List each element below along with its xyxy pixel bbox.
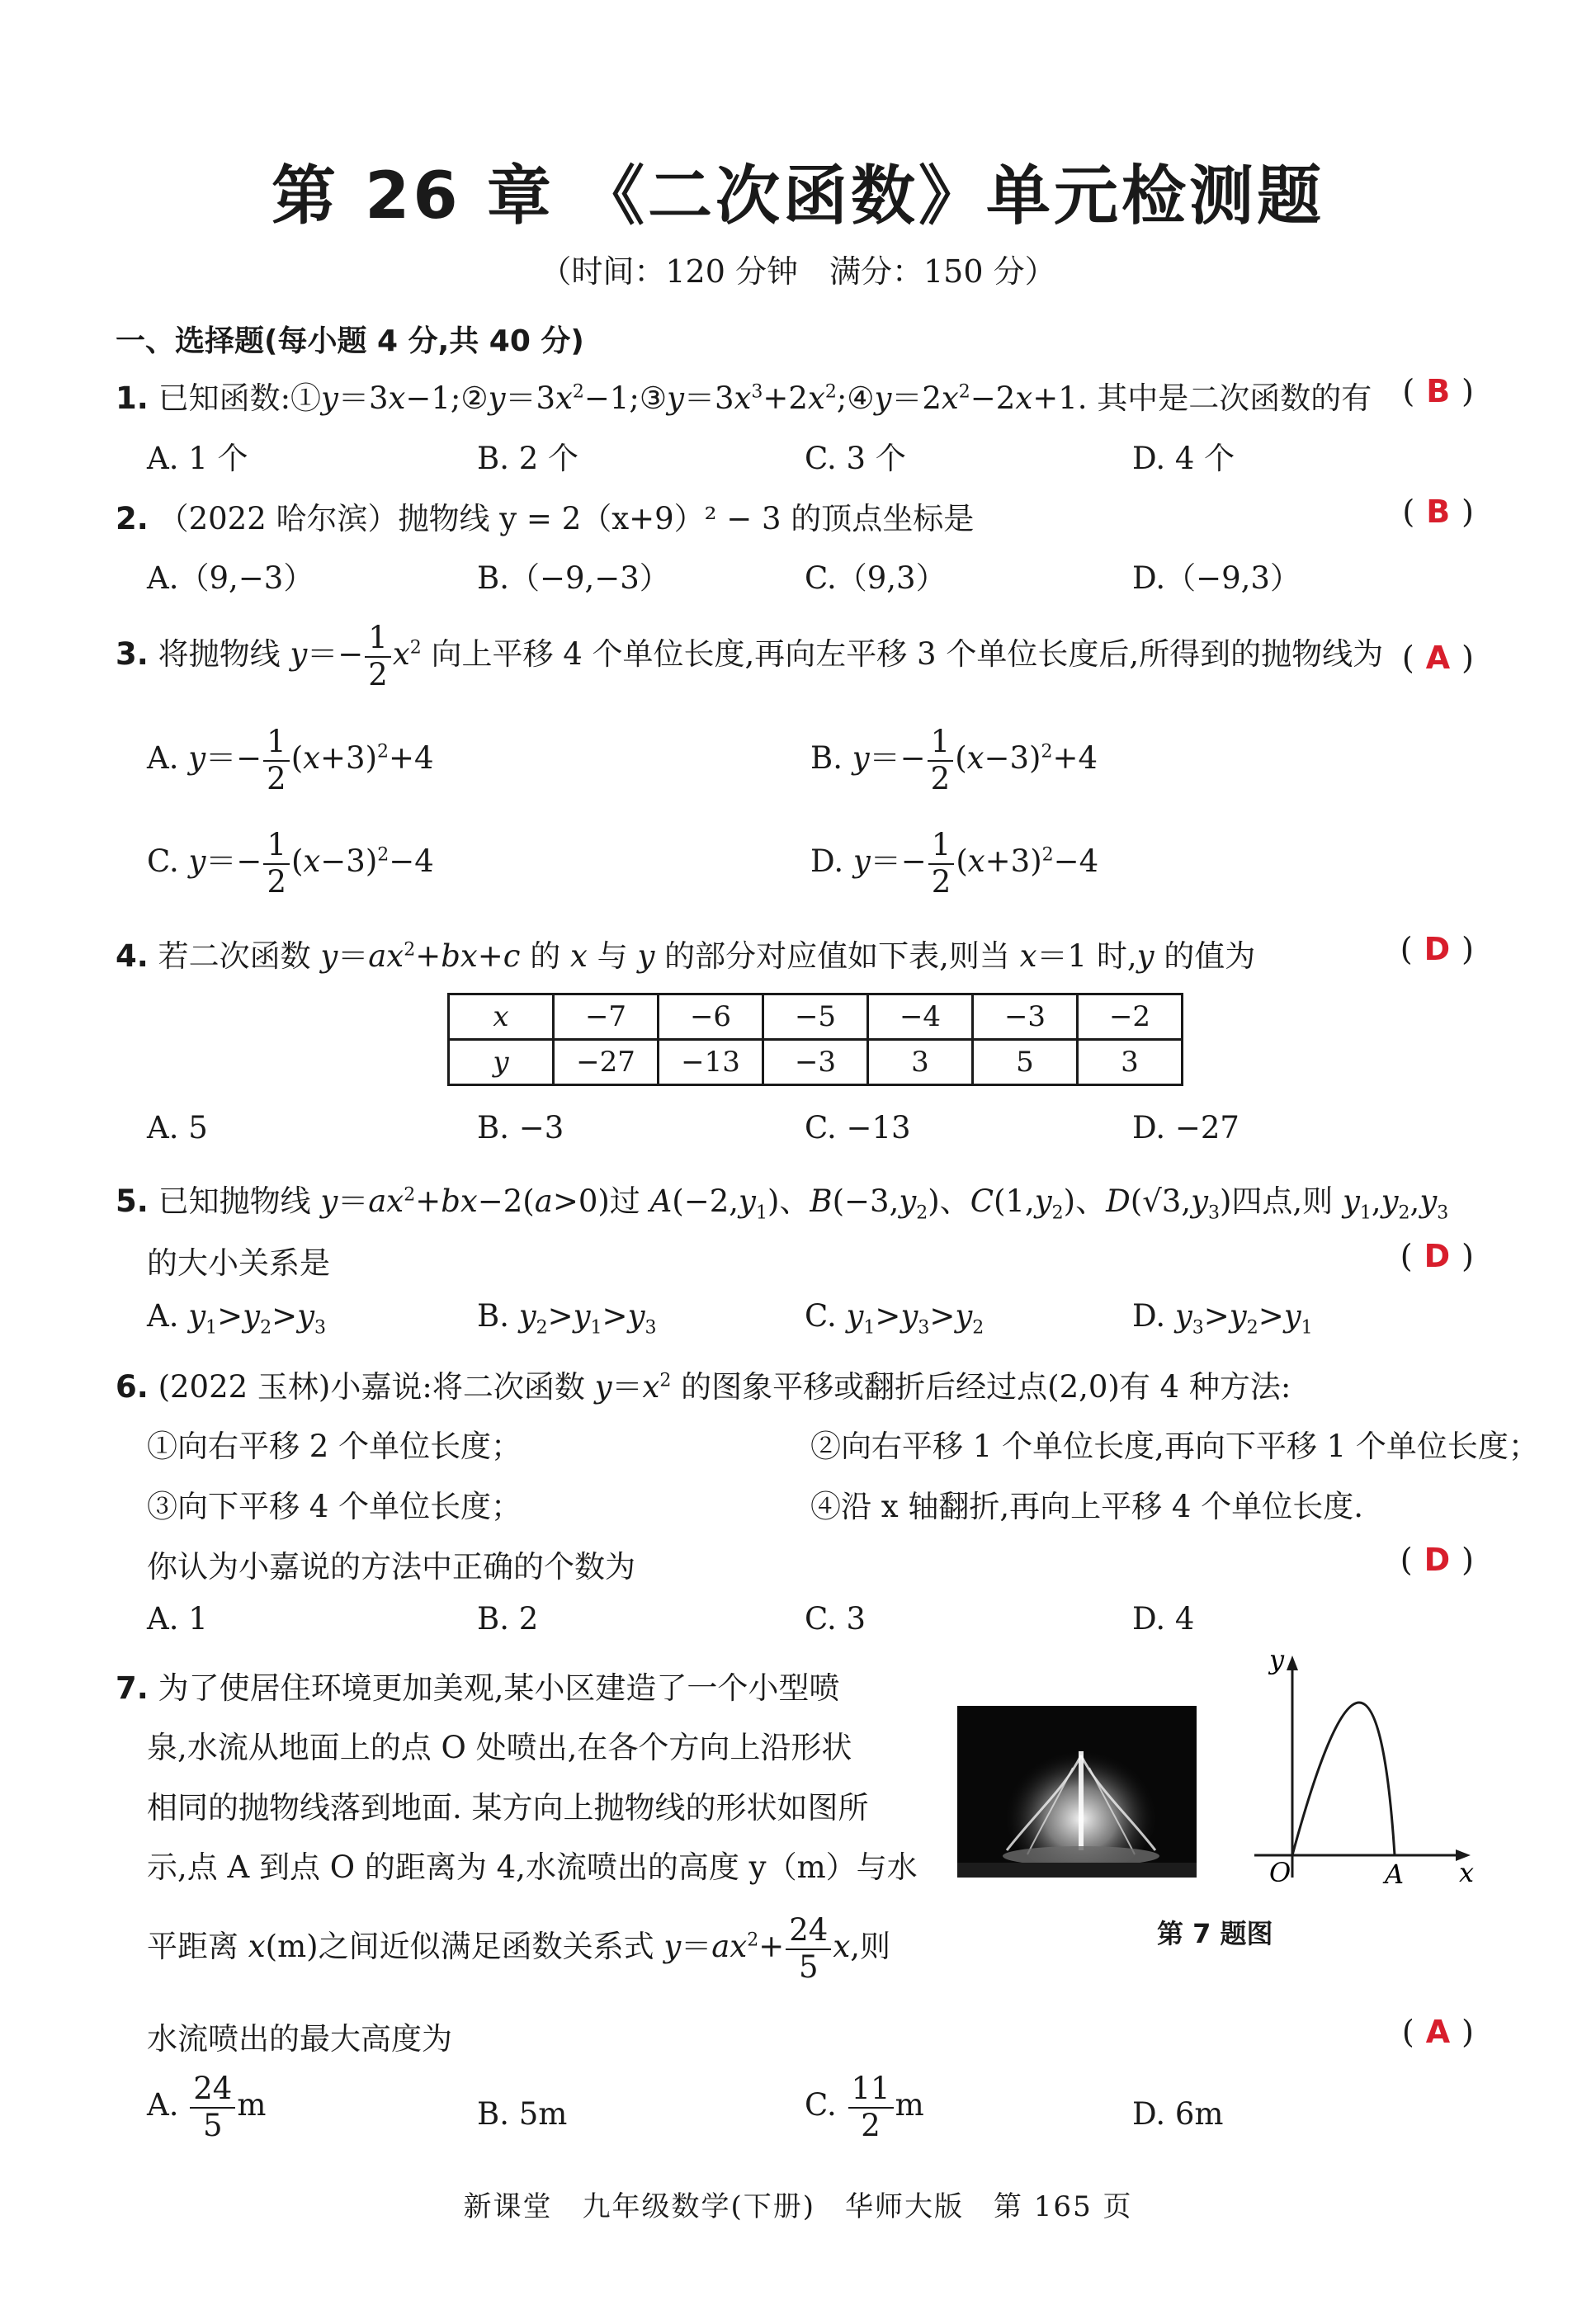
q7-option-a: A. $\frac{24}{5}$ m [147,2071,267,2143]
q6-method-4: ④沿 x 轴翻折,再向上平移 4 个单位长度. [810,1489,1363,1524]
q4-option-c: C. −13 [805,1110,911,1145]
q1-option-c: C. 3 个 [805,441,906,476]
question-5: 5. 已知抛物线 $y=ax^2+bx-2(a>0)$过 $A(-2,y_1)$、$B(-3,y_2)$、$C(1,y_2)$、$D(√3,y_3)$四点,则 $y_1,y_2,y_3$ [116,1183,1449,1224]
q2-option-a: A.（9,−3） [147,560,314,596]
parabola-curve [1292,1703,1395,1855]
figure-caption: 第 7 题图 [1157,1918,1273,1949]
figure-point-a-label: A [1385,1859,1405,1890]
q3-option-d: D. y＝− $\frac{1}{2}$ $(x+3)^2-4$ [810,827,1099,900]
q5-option-c: C. $y_1>y_3>y_2$ [805,1298,985,1339]
table-cell: −4 [868,994,973,1040]
q6-method-3: ③向下平移 4 个单位长度； [147,1489,522,1524]
q5-option-b: B. $y_2>y_1>y_3$ [477,1298,657,1339]
q6-method-1: ①向右平移 2 个单位长度； [147,1429,522,1464]
q2-option-b: B.（−9,−3） [477,560,670,596]
table-cell: −2 [1078,994,1183,1040]
table-cell: −3 [973,994,1078,1040]
table-cell: −3 [763,1040,868,1085]
figure-origin-label: O [1269,1857,1291,1888]
page-subtitle: （时间：120 分钟 满分：150 分） [540,253,1056,290]
table-row [449,1040,1183,1085]
answer-7: ( A ) [1401,2014,1474,2050]
table-cell: −13 [659,1040,763,1085]
table-row [449,994,1183,1040]
table-header-y: y [449,1040,554,1085]
table-cell: −6 [659,994,763,1040]
q1-option-b: B. 2 个 [477,441,579,476]
table-cell: −27 [554,1040,659,1085]
answer-2: ( B ) [1402,494,1474,530]
fountain-photo [957,1706,1197,1878]
parabola-diagram [1238,1642,1485,1890]
question-5-cont: 的大小关系是 [147,1245,330,1281]
answer-4: ( D ) [1400,931,1474,967]
q3-option-c: C. y＝− $\frac{1}{2}$ $(x-3)^2-4$ [147,827,434,900]
table-cell: −5 [763,994,868,1040]
q3-option-a: A. y＝− $\frac{1}{2}$ $(x+3)^2+4$ [147,724,434,796]
question-7-line-3: 相同的抛物线落到地面. 某方向上抛物线的形状如图所 [147,1790,869,1826]
q1-option-d: D. 4 个 [1132,441,1235,476]
question-2: 2. （2022 哈尔滨）抛物线 y = 2（x+9）² − 3 的顶点坐标是 [116,501,975,536]
q6-method-2: ②向右平移 1 个单位长度,再向下平移 1 个单位长度； [810,1429,1539,1464]
table-cell: −7 [554,994,659,1040]
question-4: 4. 若二次函数 $y=ax^2+bx+c$ 的 x 与 y 的部分对应值如下表,则当 x＝1 时,y 的值为 [116,938,1256,974]
question-3: 3. 将抛物线 y＝− $\frac{1}{2}$ $x^2$ 向上平移 4 个单位长度,再向左平移 3 个单位长度后,所得到的抛物线为 [116,620,1384,692]
q4-option-b: B. −3 [477,1110,564,1145]
answer-1: ( B ) [1402,373,1474,409]
page-footer: 新课堂 九年级数学(下册) 华师大版 第 165 页 [463,2190,1133,2223]
figure-x-label: x [1459,1857,1475,1888]
q5-option-d: D. $y_3>y_2>y_1$ [1132,1298,1313,1339]
table-cell: 5 [973,1040,1078,1085]
q6-ask: 你认为小嘉说的方法中正确的个数为 [147,1549,635,1585]
q7-option-c: C. $\frac{11}{2}$ m [805,2071,924,2143]
question-6: 6. (2022 玉林)小嘉说:将二次函数 $y=x^2$ 的图象平移或翻折后经过点(2,0)有 4 种方法: [116,1369,1291,1405]
question-1: 1. 已知函数$:①y=3x-1;②y=3x^2-1;③y=3x^3+2x^2;④y=2x^2-2x+1$. 其中是二次函数的有 [116,380,1372,416]
question-7-line-6: 水流喷出的最大高度为 [147,2021,452,2057]
table-cell: 3 [868,1040,973,1085]
table-header-x: x [449,994,554,1040]
q3-option-b: B. y＝− $\frac{1}{2}$ $(x-3)^2+4$ [810,724,1098,796]
q6-option-b: B. 2 [477,1601,539,1637]
table-cell: 3 [1078,1040,1183,1085]
q6-option-c: C. 3 [805,1601,866,1637]
q1-option-a: A. 1 个 [147,441,248,476]
answer-3: ( A ) [1401,640,1474,676]
figure-y-label: y [1269,1644,1285,1675]
value-table [447,993,1183,1086]
answer-5: ( D ) [1400,1238,1474,1274]
question-7: 7. 为了使居住环境更加美观,某小区建造了一个小型喷 [116,1670,840,1706]
q6-option-d: D. 4 [1132,1601,1195,1637]
answer-6: ( D ) [1400,1542,1474,1578]
q2-option-c: C.（9,3） [805,560,947,596]
question-7-line-5: 平距离 x(m)之间近似满足函数关系式 $y=ax^2+$ $\frac{24}{5}$ x,则 [147,1912,890,1985]
q5-option-a: A. $y_1>y_2>y_3$ [147,1298,326,1339]
section-heading: 一、选择题(每小题 4 分,共 40 分) [116,324,584,358]
page-title: 第 26 章 《二次函数》单元检测题 [271,159,1324,234]
question-7-line-4: 示,点 A 到点 O 的距离为 4,水流喷出的高度 y（m）与水 [147,1849,918,1885]
q4-option-a: A. 5 [147,1110,208,1145]
question-7-line-2: 泉,水流从地面上的点 O 处喷出,在各个方向上沿形状 [147,1730,852,1765]
q7-option-d: D. 6m [1132,2096,1224,2132]
q2-option-d: D.（−9,3） [1132,560,1301,596]
q4-option-d: D. −27 [1132,1110,1239,1145]
q6-option-a: A. 1 [147,1601,208,1637]
q7-option-b: B. 5m [477,2096,568,2132]
